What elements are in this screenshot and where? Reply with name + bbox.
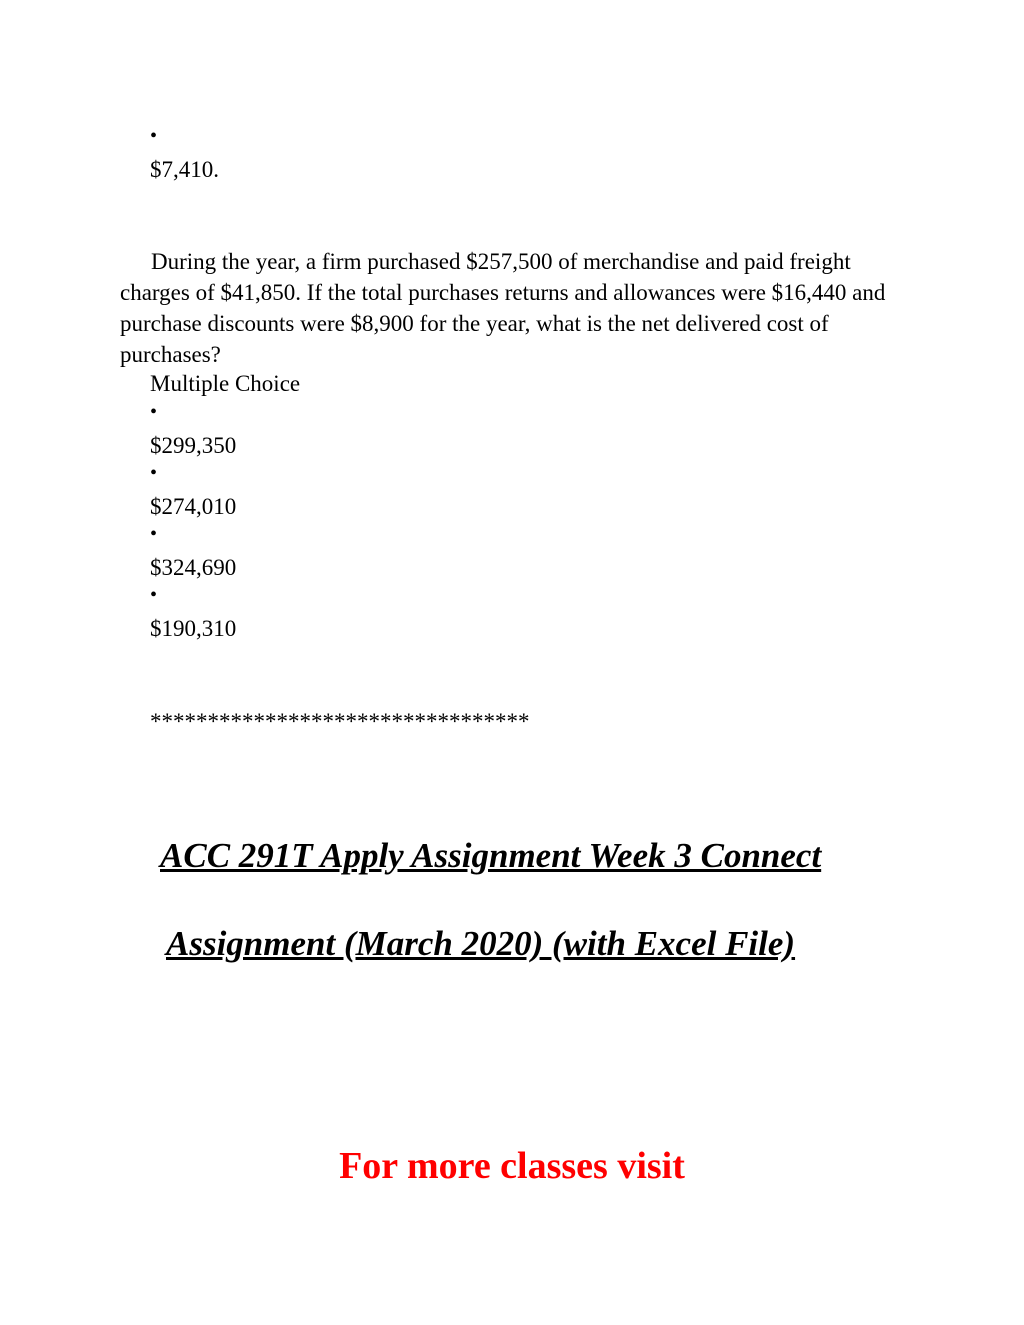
option-c: $324,690: [150, 555, 237, 580]
option-a: $299,350: [150, 433, 237, 458]
promo-text: For more classes visit: [339, 1145, 685, 1187]
bullet-icon: •: [150, 523, 158, 545]
option-d: $190,310: [150, 616, 237, 641]
option-b: $274,010: [150, 494, 237, 519]
bullet-icon: •: [150, 584, 158, 606]
heading-line-1[interactable]: ACC 291T Apply Assignment Week 3 Connect: [160, 836, 822, 875]
bullet-icon: •: [150, 401, 158, 423]
option-text: $7,410.: [150, 157, 219, 182]
question-text: During the year, a firm purchased $257,500 of merchandise and paid freight charges of $41,850. If the total purchases returns and allowances were $16,440 and purchase discounts were $8,900 for the year, what is the net delivered cost of purchases?: [120, 249, 886, 367]
separator: *********************************: [150, 709, 530, 734]
bullet-icon: •: [150, 462, 158, 484]
question-type-label: Multiple Choice: [150, 371, 301, 396]
bullet-icon: •: [150, 125, 158, 147]
heading-line-2[interactable]: Assignment (March 2020) (with Excel File): [166, 924, 796, 963]
